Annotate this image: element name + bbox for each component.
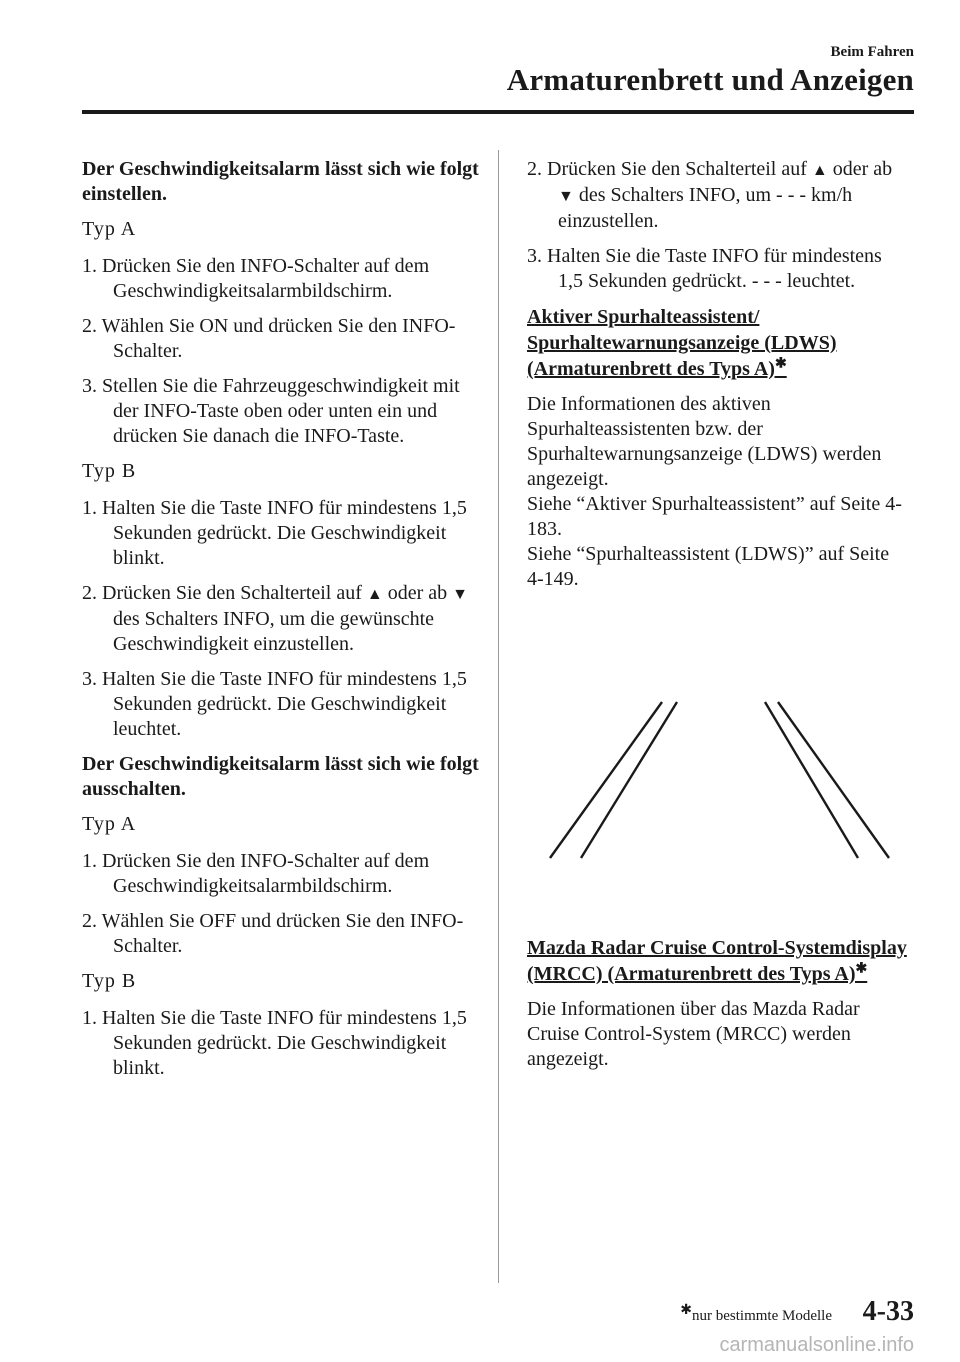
item-number: 3. bbox=[82, 668, 97, 690]
item-text: Drücken Sie den INFO-Schalter auf dem Geschwindigkeitsalarmbildschirm. bbox=[102, 255, 430, 302]
section-label: Beim Fahren bbox=[830, 44, 914, 60]
item-text: Halten Sie die Taste INFO für mindestens 1,5 Sekunden gedrückt. Die Geschwindigkeit leuchtet. bbox=[102, 668, 467, 740]
item-text: oder ab bbox=[832, 158, 893, 180]
list-item bbox=[82, 667, 482, 742]
header-divider bbox=[82, 110, 914, 114]
left-column bbox=[82, 157, 482, 1091]
right-column bbox=[527, 157, 907, 602]
mrcc-heading-text: Mazda Radar Cruise Control-Systemdisplay (MRCC) (Armaturenbrett des Typs A) bbox=[527, 937, 907, 985]
list-item bbox=[82, 314, 482, 364]
ldws-heading bbox=[527, 304, 907, 382]
list-item bbox=[82, 909, 482, 959]
item-text: des Schalters INFO, um die gewünschte Geschwindigkeit einzustellen. bbox=[113, 608, 435, 655]
item-number: 2. bbox=[82, 315, 97, 337]
mrcc-heading bbox=[527, 935, 907, 987]
typ-a-label: Typ A bbox=[82, 813, 137, 835]
item-number: 2. bbox=[82, 910, 97, 932]
ldws-body-3: Siehe “Spurhalteassistent (LDWS)” auf Seite 4-149. bbox=[527, 543, 890, 590]
arrow-up-icon: ▲ bbox=[811, 162, 828, 179]
right-lane-line-inner bbox=[765, 702, 858, 858]
item-number: 3. bbox=[82, 375, 97, 397]
mrcc-body: Die Informationen über das Mazda Radar Cruise Control-System (MRCC) werden angezeigt. bbox=[527, 998, 860, 1070]
arrow-up-icon: ▲ bbox=[366, 586, 383, 603]
item-text: Stellen Sie die Fahrzeuggeschwindigkeit mit der INFO-Taste oben oder unten ein und drücken Sie danach die INFO-Taste. bbox=[102, 375, 460, 447]
column-divider bbox=[498, 150, 499, 1283]
list-item bbox=[82, 374, 482, 449]
typ-b-label: Typ B bbox=[82, 460, 137, 482]
list-item bbox=[82, 849, 482, 899]
arrow-down-icon: ▼ bbox=[452, 586, 469, 603]
item-text: Halten Sie die Taste INFO für mindestens 1,5 Sekunden gedrückt. Die Geschwindigkeit blinkt. bbox=[102, 497, 467, 569]
left-lane-line-outer bbox=[550, 702, 662, 858]
intro-off-heading: Der Geschwindigkeitsalarm lässt sich wie folgt ausschalten. bbox=[82, 753, 479, 800]
item-text: oder ab bbox=[387, 582, 448, 604]
list-item bbox=[82, 254, 482, 304]
list-item bbox=[82, 1006, 482, 1081]
list-item bbox=[82, 581, 482, 657]
star-icon: ✱ bbox=[855, 961, 868, 977]
item-number: 1. bbox=[82, 497, 97, 519]
lane-lines-illustration bbox=[540, 696, 900, 866]
item-number: 1. bbox=[82, 850, 97, 872]
ldws-body-2: Siehe “Aktiver Spurhalteassistent” auf Seite 4-183. bbox=[527, 493, 902, 540]
footer-note-text: nur bestimmte Modelle bbox=[692, 1308, 832, 1324]
page-number: 4-33 bbox=[862, 1296, 914, 1327]
typ-b-label: Typ B bbox=[82, 970, 137, 992]
list-item bbox=[82, 496, 482, 571]
item-text: Drücken Sie den INFO-Schalter auf dem Geschwindigkeitsalarmbildschirm. bbox=[102, 850, 430, 897]
star-icon: ✱ bbox=[680, 1303, 693, 1318]
item-number: 1. bbox=[82, 1007, 97, 1029]
item-text: Halten Sie die Taste INFO für mindestens 1,5 Sekunden gedrückt. Die Geschwindigkeit blinkt. bbox=[102, 1007, 467, 1079]
mrcc-section bbox=[527, 935, 907, 1082]
item-number: 1. bbox=[82, 255, 97, 277]
ldws-heading-text: Aktiver Spurhalteassistent/ Spurhaltewarnungsanzeige (LDWS) (Armaturenbrett des Typs A) bbox=[527, 306, 837, 380]
page-title: Armaturenbrett und Anzeigen bbox=[506, 62, 914, 97]
item-text: Drücken Sie den Schalterteil auf bbox=[547, 158, 807, 180]
item-number: 2. bbox=[82, 582, 97, 604]
typ-a-label: Typ A bbox=[82, 218, 137, 240]
item-text: Wählen Sie ON und drücken Sie den INFO-Schalter. bbox=[101, 315, 456, 362]
list-item bbox=[527, 244, 907, 294]
arrow-down-icon: ▼ bbox=[558, 188, 574, 205]
left-lane-line-inner bbox=[581, 702, 677, 858]
item-number: 2. bbox=[527, 158, 542, 180]
item-number: 3. bbox=[527, 245, 542, 267]
item-text: Wählen Sie OFF und drücken Sie den INFO-Schalter. bbox=[101, 910, 464, 957]
item-text: Drücken Sie den Schalterteil auf bbox=[102, 582, 362, 604]
item-text: Halten Sie die Taste INFO für mindestens 1,5 Sekunden gedrückt. - - - leuchtet. bbox=[547, 245, 882, 292]
list-item bbox=[527, 157, 907, 234]
watermark: carmanualsonline.info bbox=[719, 1334, 914, 1356]
ldws-body-1: Die Informationen des aktiven Spurhalteassistenten bzw. der Spurhaltewarnungsanzeige (LDWS) werden angezeigt. bbox=[527, 393, 882, 490]
item-text: des Schalters INFO, um - - - km/h einzustellen. bbox=[558, 184, 853, 232]
star-icon: ✱ bbox=[774, 356, 787, 372]
footer-note bbox=[680, 1303, 832, 1325]
intro-on-heading: Der Geschwindigkeitsalarm lässt sich wie folgt einstellen. bbox=[82, 158, 479, 205]
right-lane-line-outer bbox=[778, 702, 889, 858]
